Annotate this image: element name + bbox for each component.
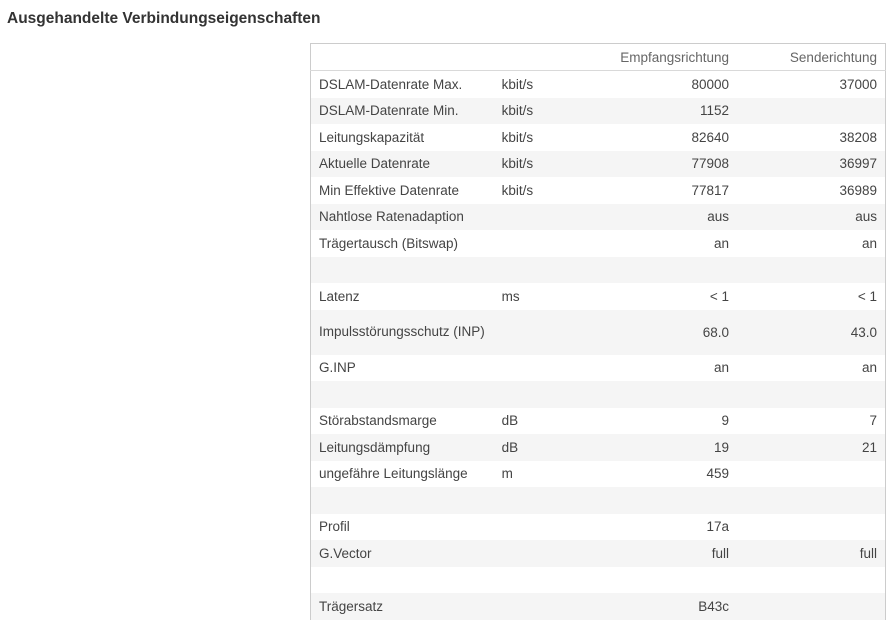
cell-label: DSLAM-Datenrate Max. [319,76,463,92]
cell-unit [494,593,580,620]
cell-label: Nahtlose Ratenadaption [311,204,494,231]
table-row [311,98,886,125]
section-title: Ausgehandelte Verbindungseigenschaften [7,10,321,27]
cell-up [737,567,885,594]
cell-label: Latenz [319,288,360,304]
cell-unit: kbit/s [494,98,580,125]
header-upstream: Senderichtung [737,44,885,71]
cell-down [579,487,737,514]
table-row [311,540,886,567]
cell-unit: kbit/s [501,182,534,198]
table-row [311,204,886,231]
cell-unit [494,514,580,541]
cell-down: 68.0 [579,310,737,355]
cell-down: 1152 [579,98,737,125]
table-row [311,71,886,98]
cell-unit: dB [501,413,519,429]
table-row [311,461,886,488]
cell-up [737,98,885,125]
cell-down [579,567,737,594]
cell-down: 9 [721,413,730,429]
cell-down: B43c [579,593,737,620]
cell-label: Profil [319,519,350,535]
cell-down: an [713,360,730,376]
cell-up: 36997 [737,151,885,178]
table-row [311,355,886,382]
cell-label: Min Effektive Datenrate [319,182,460,198]
cell-unit: dB [494,434,580,461]
table-spacer-row [311,567,886,594]
cell-label: Störabstandsmarge [319,413,437,429]
cell-up: 38208 [839,129,877,145]
cell-label: Impulsstörungsschutz (INP) [311,310,494,355]
cell-label [311,257,494,284]
cell-up: 21 [737,434,885,461]
cell-down: 82640 [691,129,730,145]
cell-unit: kbit/s [501,129,534,145]
cell-unit [494,487,580,514]
cell-label [311,487,494,514]
cell-label: Trägersatz [311,593,494,620]
cell-unit: ms [501,288,520,304]
table-row [311,230,886,257]
cell-label: ungefähre Leitungslänge [319,466,468,482]
connection-properties-table [310,43,886,620]
cell-down: full [579,540,737,567]
header-label [311,44,494,71]
table-row [311,593,886,620]
cell-label: G.INP [319,360,356,376]
cell-up [737,381,885,408]
table-row [311,151,886,178]
cell-label: Aktuelle Datenrate [311,151,494,178]
cell-up [737,514,885,541]
cell-label: Leitungskapazität [319,129,425,145]
cell-unit [494,310,580,355]
cell-label [311,567,494,594]
cell-down: an [713,235,730,251]
cell-down: 77908 [579,151,737,178]
table-row [311,310,886,355]
cell-label: Leitungsdämpfung [311,434,494,461]
cell-down [579,381,737,408]
table-row [311,434,886,461]
table-row [311,124,886,151]
cell-up: 36989 [839,182,877,198]
cell-up: < 1 [857,288,877,304]
cell-down: 80000 [691,76,730,92]
cell-up: full [737,540,885,567]
cell-up: 7 [869,413,877,429]
cell-unit [494,540,580,567]
cell-label: DSLAM-Datenrate Min. [311,98,494,125]
cell-label: G.Vector [311,540,494,567]
cell-unit: m [501,466,513,482]
cell-unit [494,230,580,257]
cell-up [737,487,885,514]
cell-down: aus [579,204,737,231]
cell-unit: kbit/s [501,76,534,92]
cell-up: an [861,360,877,376]
table-spacer-row [311,487,886,514]
cell-up: aus [737,204,885,231]
header-downstream: Empfangsrichtung [579,44,737,71]
cell-down: 77817 [691,182,730,198]
cell-down: < 1 [709,288,730,304]
cell-up: 43.0 [737,310,885,355]
cell-up: 37000 [839,76,877,92]
cell-down: 19 [579,434,737,461]
cell-unit [494,567,580,594]
cell-unit [494,204,580,231]
cell-unit: kbit/s [494,151,580,178]
table-body [311,71,886,620]
table-spacer-row [311,257,886,284]
cell-up [737,593,885,620]
cell-down [579,257,737,284]
table-spacer-row [311,381,886,408]
cell-down: 17a [706,519,730,535]
cell-unit [494,381,580,408]
cell-up [737,461,885,488]
cell-unit [494,257,580,284]
cell-down: 459 [706,466,730,482]
cell-label [311,381,494,408]
table-header-row [311,44,886,71]
cell-up [737,257,885,284]
cell-unit [494,355,580,382]
table-row [311,514,886,541]
table-row [311,177,886,204]
header-unit [494,44,580,71]
table-row [311,283,886,310]
table-row [311,408,886,435]
cell-label: Trägertausch (Bitswap) [319,235,459,251]
cell-up: an [861,235,877,251]
